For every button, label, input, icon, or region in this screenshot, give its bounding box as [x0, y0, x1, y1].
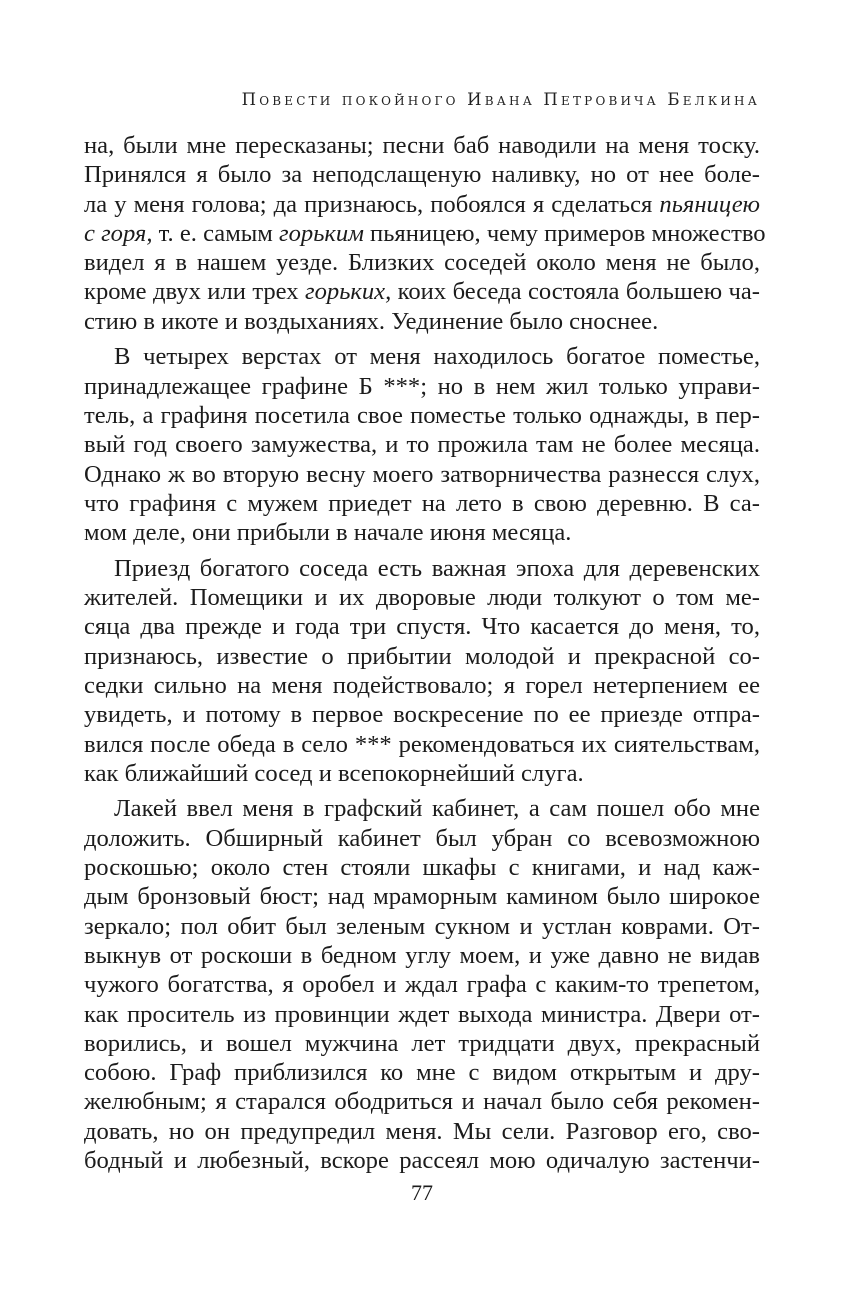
- paragraph-3: [84, 554, 760, 788]
- text-line: [84, 1058, 760, 1087]
- italic-span: горьким: [279, 219, 364, 247]
- text-span: ворились, и вошел мужчина лет тридцати двух, прекрасный: [84, 1029, 760, 1057]
- text-line: [84, 489, 760, 518]
- text-line: [84, 759, 760, 788]
- text-span: седки сильно на меня подействовало; я горел нетерпением ее: [84, 671, 760, 699]
- text-line: [84, 700, 760, 729]
- text-line: [84, 131, 760, 160]
- text-span: сяца два прежде и года три спустя. Что касается до меня, то,: [84, 613, 760, 641]
- text-line: [84, 518, 760, 547]
- text-span: как ближайший сосед и всепокорнейший слуга.: [84, 759, 584, 787]
- text-span: роскошью; около стен стояли шкафы с книгами, и над каж-: [84, 854, 760, 882]
- italic-span: с горя,: [84, 219, 153, 247]
- text-line: [84, 342, 760, 371]
- text-span: на, были мне пересказаны; песни баб наводили на меня тоску.: [84, 132, 760, 159]
- text-line: [84, 460, 760, 489]
- text-line: [84, 612, 760, 641]
- text-span: признаюсь, известие о прибытии молодой и прекрасной со-: [84, 642, 760, 670]
- text-line: [84, 372, 760, 401]
- text-span: вый год своего замужества, и то прожила там не более месяца.: [84, 431, 760, 459]
- italic-span: горьких,: [305, 278, 392, 306]
- text-span: Приезд богатого соседа есть важная эпоха для деревенских: [114, 554, 760, 582]
- text-line: [84, 882, 760, 911]
- text-span: желюбным; я старался ободриться и начал было себя рекомен-: [84, 1088, 760, 1116]
- text-span: довать, но он предупредил меня. Мы сели. Разговор его, сво-: [84, 1117, 760, 1145]
- text-line: [84, 1029, 760, 1058]
- italic-span: пьяницею: [659, 190, 760, 218]
- text-span: стию в икоте и воздыханиях. Уединение было сноснее.: [84, 307, 659, 335]
- text-span: пьяницею, чему примеров множество: [363, 219, 766, 247]
- text-span: выкнув от роскоши в бедном углу моем, и уже давно не видав: [84, 941, 760, 969]
- text-span: жителей. Помещики и их дворовые люди толкуют о том ме-: [84, 584, 760, 612]
- text-line: [84, 730, 760, 759]
- text-line: [84, 912, 760, 941]
- text-span: дым бронзовый бюст; над мраморным камином было широкое: [84, 883, 760, 911]
- text-span: чужого богатства, я оробел и ждал графа с каким-то трепетом,: [84, 971, 760, 999]
- text-span: собою. Граф приблизился ко мне с видом открытым и дру-: [84, 1059, 760, 1087]
- paragraph-4: [84, 794, 760, 1175]
- running-header: Повести покойного Ивана Петровича Белкина: [241, 90, 760, 109]
- text-line: [84, 671, 760, 700]
- text-span: Принялся я было за неподслащеную наливку, но от нее боле-: [84, 161, 760, 189]
- text-line: [84, 1000, 760, 1029]
- text-line: [84, 941, 760, 970]
- text-line: [84, 307, 760, 336]
- text-span: кроме двух или трех: [84, 278, 305, 306]
- text-span: бодный и любезный, вскоре рассеял мою одичалую застенчи-: [84, 1146, 760, 1174]
- text-span: мом деле, они прибыли в начале июня месяца.: [84, 519, 572, 547]
- text-span: зеркало; пол обит был зеленым сукном и устлан коврами. От-: [84, 912, 760, 940]
- text-span: Однако ж во вторую весну моего затворничества разнесся слух,: [84, 460, 760, 488]
- text-line: [84, 970, 760, 999]
- text-line: [84, 401, 760, 430]
- paragraph-1: [84, 131, 766, 336]
- text-line: [84, 190, 760, 219]
- text-span: вился после обеда в село *** рекомендоваться их сиятельствам,: [84, 730, 760, 758]
- text-span: доложить. Обширный кабинет был убран со всевозможною: [84, 824, 760, 852]
- text-line: [84, 160, 760, 189]
- page-number: 77: [411, 1180, 433, 1205]
- text-line: [84, 853, 760, 882]
- text-line: [84, 794, 760, 823]
- text-span: как проситель из провинции ждет выхода министра. Двери от-: [84, 1000, 760, 1028]
- text-span: ла у меня голова; да признаюсь, побоялся я сделаться: [84, 190, 660, 218]
- text-line: [84, 277, 760, 306]
- text-line: [84, 583, 760, 612]
- text-span: коих беседа состояла большею ча-: [391, 278, 760, 306]
- text-line: [84, 248, 760, 277]
- text-span: увидеть, и потому в первое воскресение по ее приезде отпра-: [84, 701, 760, 729]
- text-span: видел я в нашем уезде. Близких соседей около меня не было,: [84, 249, 760, 277]
- text-line: [84, 554, 760, 583]
- paragraph-2: [84, 342, 760, 547]
- text-line: [84, 1087, 760, 1116]
- body-text: [84, 131, 766, 1182]
- text-span: В четырех верстах от меня находилось богатое поместье,: [114, 343, 760, 371]
- text-line: [84, 430, 760, 459]
- text-span: что графиня с мужем приедет на лето в свою деревню. В са-: [84, 489, 760, 517]
- text-span: тель, а графиня посетила свое поместье только однажды, в пер-: [84, 401, 760, 429]
- text-line: [84, 1117, 760, 1146]
- text-line: [84, 1146, 760, 1175]
- text-line: [84, 219, 766, 248]
- text-span: Лакей ввел меня в графский кабинет, а сам пошел обо мне: [114, 795, 760, 823]
- text-line: [84, 824, 760, 853]
- text-span: принадлежащее графине Б ***; но в нем жил только управи-: [84, 372, 760, 400]
- text-span: т. е. самым: [152, 219, 280, 247]
- text-line: [84, 642, 760, 671]
